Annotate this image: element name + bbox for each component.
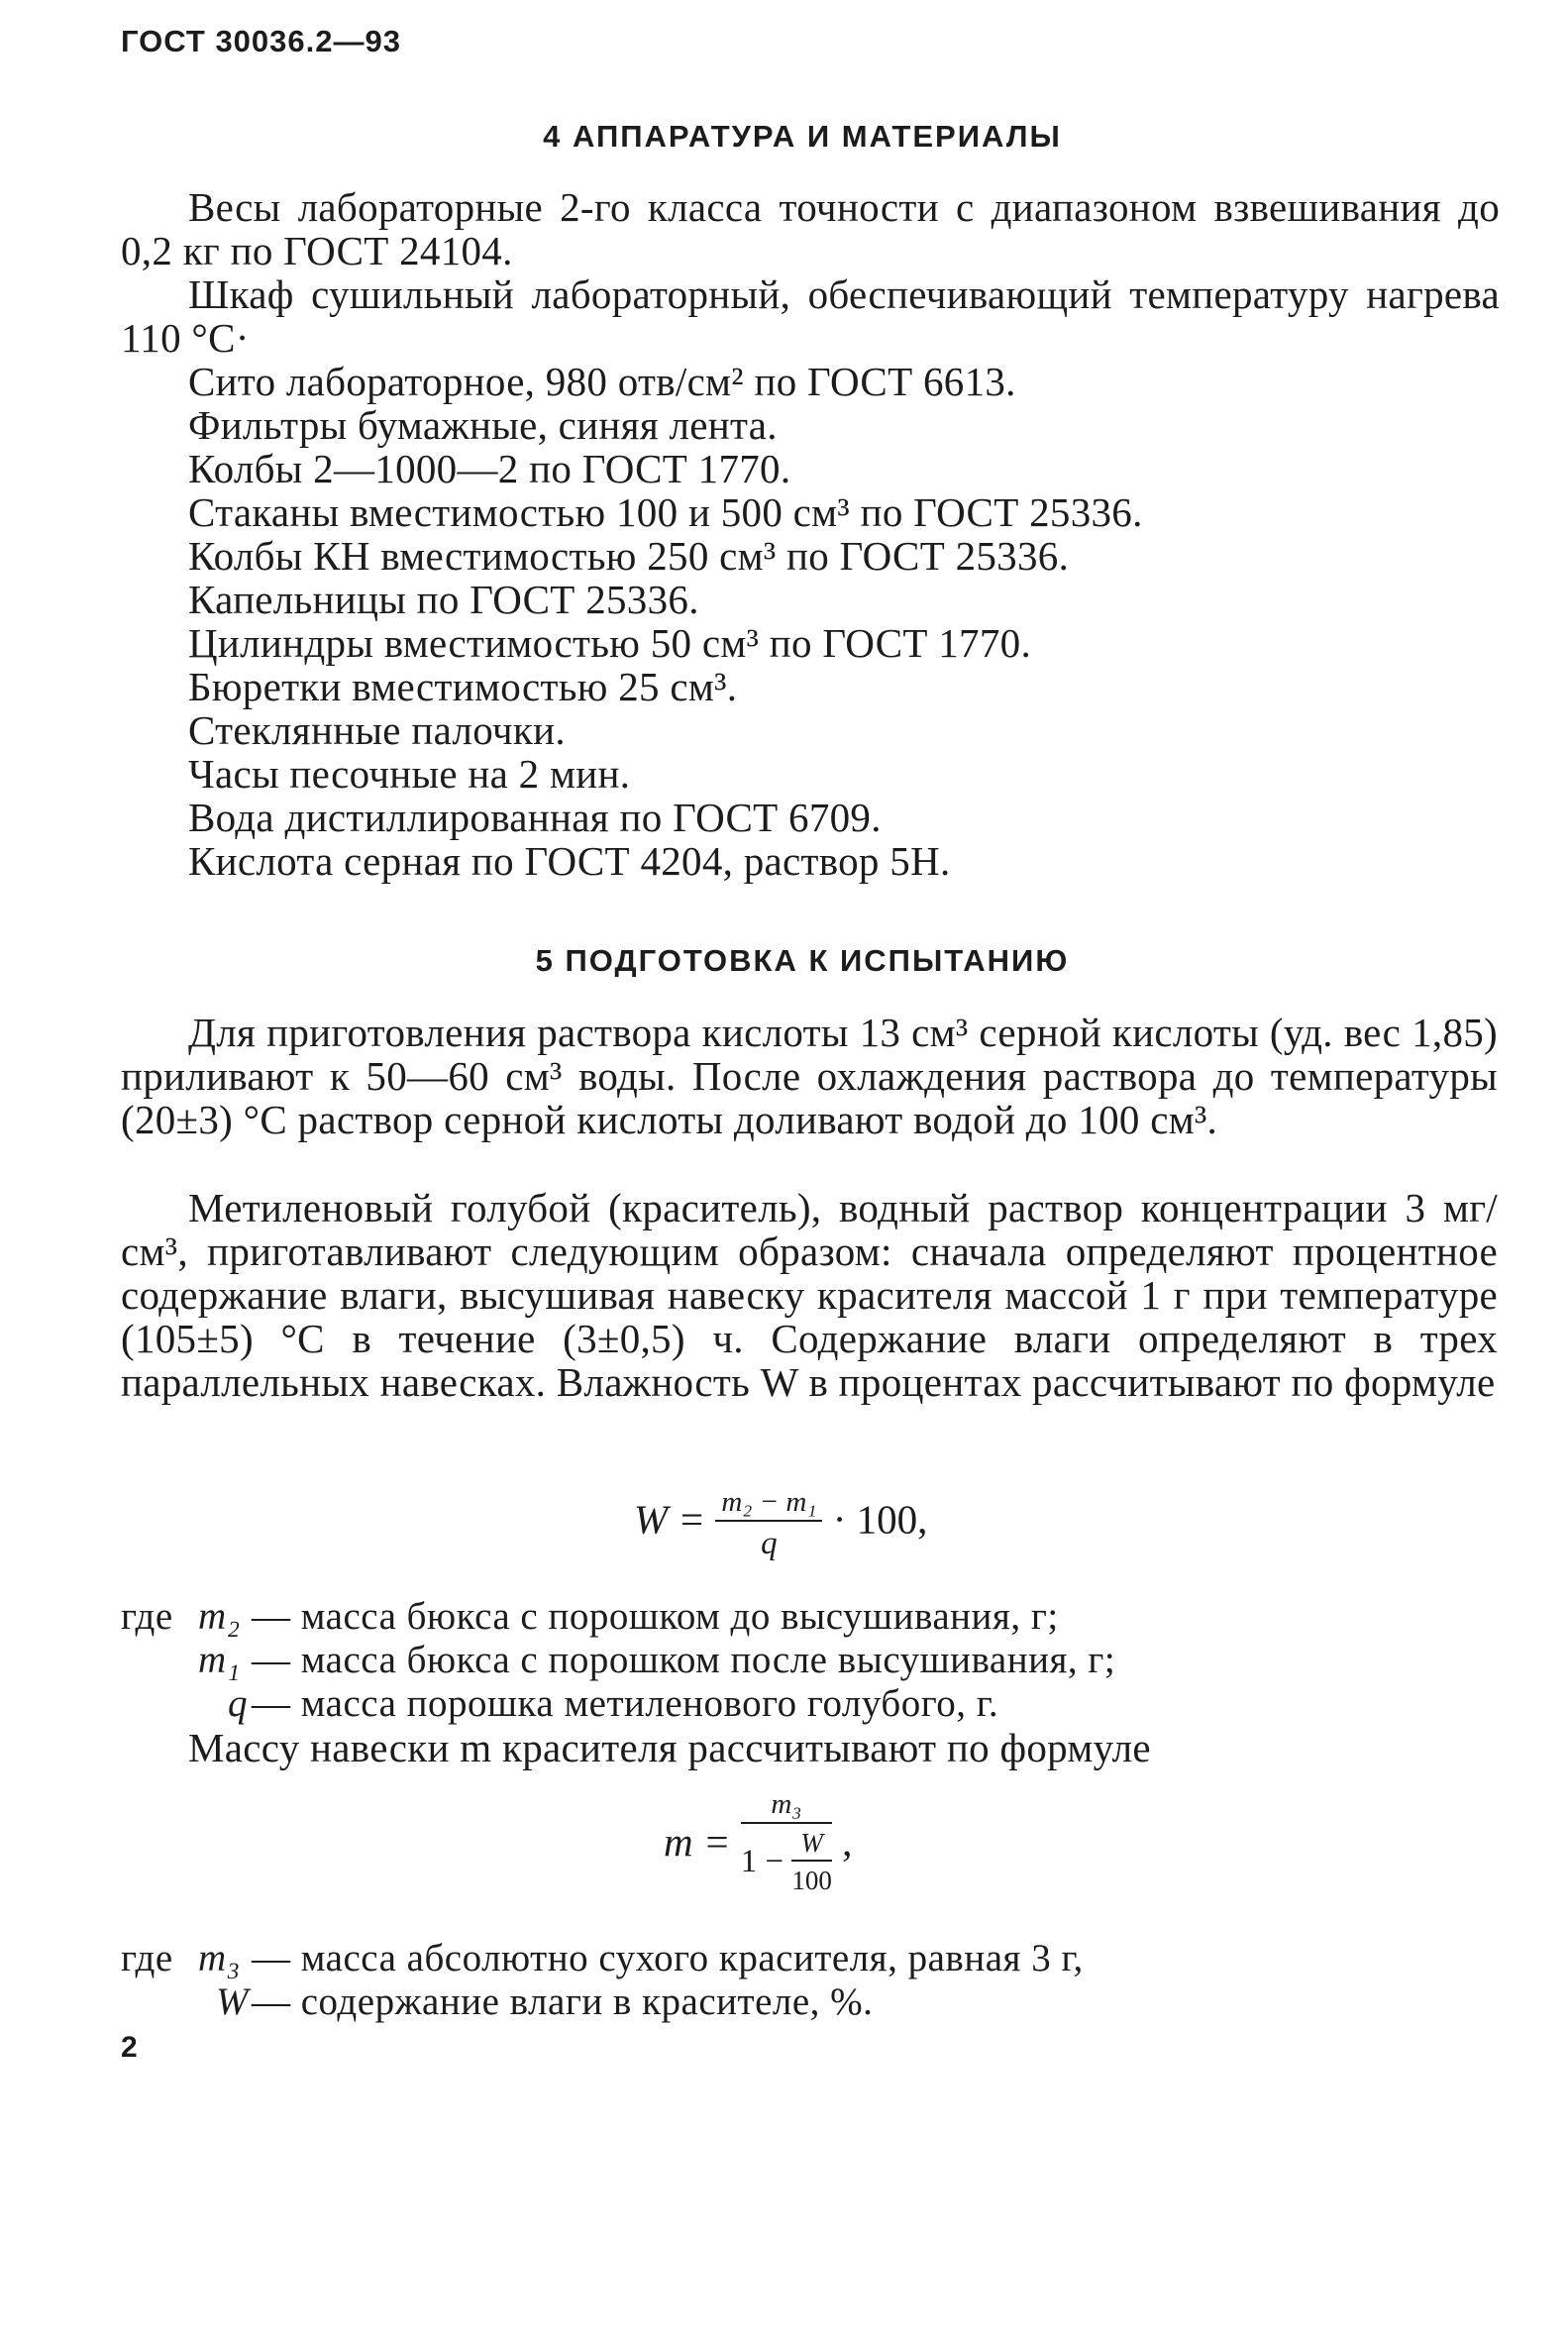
legend-text: — масса бюкса с порошком до высушивания, г; <box>252 1595 1059 1638</box>
acid-preparation-paragraph <box>121 1011 1498 1141</box>
dye-mass-formula <box>664 1788 852 1895</box>
list-item: Вода дистиллированная по ГОСТ 6709. <box>188 795 882 840</box>
legend-row <box>121 1639 1498 1682</box>
denominator-left: 1 − <box>740 1844 784 1879</box>
list-item: Фильтры бумажные, синяя лента. <box>188 402 778 448</box>
list-item: Кислота серная по ГОСТ 4204, раствор 5Н. <box>188 838 951 884</box>
moisture-formula <box>634 1486 927 1561</box>
paragraph-text: Массу навески m красителя рассчитывают по формуле <box>188 1725 1151 1770</box>
formula-legend-1 <box>121 1595 1498 1726</box>
formula-numerator: m₃ <box>741 1788 832 1824</box>
list-item: Стеклянные палочки. <box>188 707 566 753</box>
legend-symbol: m₂ <box>198 1595 241 1638</box>
formula-legend-2 <box>121 1937 1498 2024</box>
list-item: Колбы 2—1000—2 по ГОСТ 1770. <box>188 446 791 491</box>
inner-denominator: 100 <box>791 1866 832 1895</box>
formula-lhs: m = <box>664 1819 731 1865</box>
dye-mass-paragraph <box>121 1726 1498 1769</box>
running-title: ГОСТ 30036.2—93 <box>121 24 401 58</box>
list-item: Весы лабораторные 2-го класса точности с диапазоном взвешивания до 0,2 кг по ГОСТ 24104. <box>121 184 1500 273</box>
legend-row <box>121 1595 1498 1639</box>
legend-row <box>121 1937 1498 1980</box>
paragraph-text: Метиленовый голубой (краситель), водный раствор концентрации 3 мг/см³, приготавливают следующим образом: сначала определяют процентное содержание влаги, высушивая навеску красителя массой 1 г при температуре (105±5) °С в течение (3±0,5) ч. Содержание влаги определяют в трех параллельных навесках. Влажность W в процентах рассчитывают по формуле <box>121 1185 1498 1405</box>
formula-tail: , <box>842 1819 853 1865</box>
list-item: Цилиндры вместимостью 50 см³ по ГОСТ 1770. <box>188 620 1031 666</box>
legend-symbol: m₁ <box>198 1639 241 1681</box>
formula-fraction <box>741 1788 832 1895</box>
legend-lead: где <box>121 1595 173 1638</box>
formula-lhs: W = <box>634 1496 706 1543</box>
list-item: Стаканы вместимостью 100 и 500 см³ по ГОСТ 25336. <box>188 489 1143 535</box>
legend-text: — масса бюкса с порошком после высушивания, г; <box>252 1639 1116 1681</box>
list-item: Колбы КН вместимостью 250 см³ по ГОСТ 25336. <box>188 533 1070 579</box>
legend-row <box>121 1980 1498 2024</box>
list-item: Шкаф сушильный лабораторный, обеспечивающий температуру нагрева 110 °С· <box>121 271 1500 361</box>
legend-row <box>121 1682 1498 1726</box>
formula-fraction <box>715 1486 822 1561</box>
section-5-title: 5 ПОДГОТОВКА К ИСПЫТАНИЮ <box>535 943 1070 978</box>
paragraph-text: Для приготовления раствора кислоты 13 см³ серной кислоты (уд. вес 1,85) приливают к 50—60 см³ воды. После охлаждения раствора до температуры (20±3) °С раствор серной кислоты доливают водой до 100 см³. <box>121 1010 1498 1142</box>
formula-denominator: q <box>761 1526 778 1561</box>
legend-symbol: m₃ <box>198 1937 241 1979</box>
list-item: Капельницы по ГОСТ 25336. <box>188 577 699 622</box>
legend-text: — масса порошка метиленового голубого, г. <box>252 1682 999 1725</box>
legend-lead: где <box>121 1937 173 1979</box>
legend-symbol: W <box>216 1980 249 2023</box>
legend-text: — содержание влаги в красителе, %. <box>252 1980 874 2023</box>
section-4-title: 4 АППАРАТУРА И МАТЕРИАЛЫ <box>543 119 1062 154</box>
formula-numerator: m₂ − m₁ <box>715 1486 822 1522</box>
dye-preparation-paragraph <box>121 1186 1498 1404</box>
formula-denominator <box>741 1824 832 1895</box>
materials-list <box>121 185 1500 883</box>
legend-symbol: q <box>228 1682 248 1725</box>
inner-numerator: W <box>791 1828 832 1862</box>
list-item: Сито лабораторное, 980 отв/см² по ГОСТ 6613. <box>188 359 1016 404</box>
legend-text: — масса абсолютно сухого красителя, равная 3 г, <box>252 1937 1084 1979</box>
formula-tail: · 100, <box>832 1496 928 1543</box>
list-item: Бюретки вместимостью 25 см³. <box>188 664 738 709</box>
inner-fraction <box>791 1828 832 1895</box>
list-item: Часы песочные на 2 мин. <box>188 751 631 797</box>
page-number: 2 <box>121 2031 138 2064</box>
